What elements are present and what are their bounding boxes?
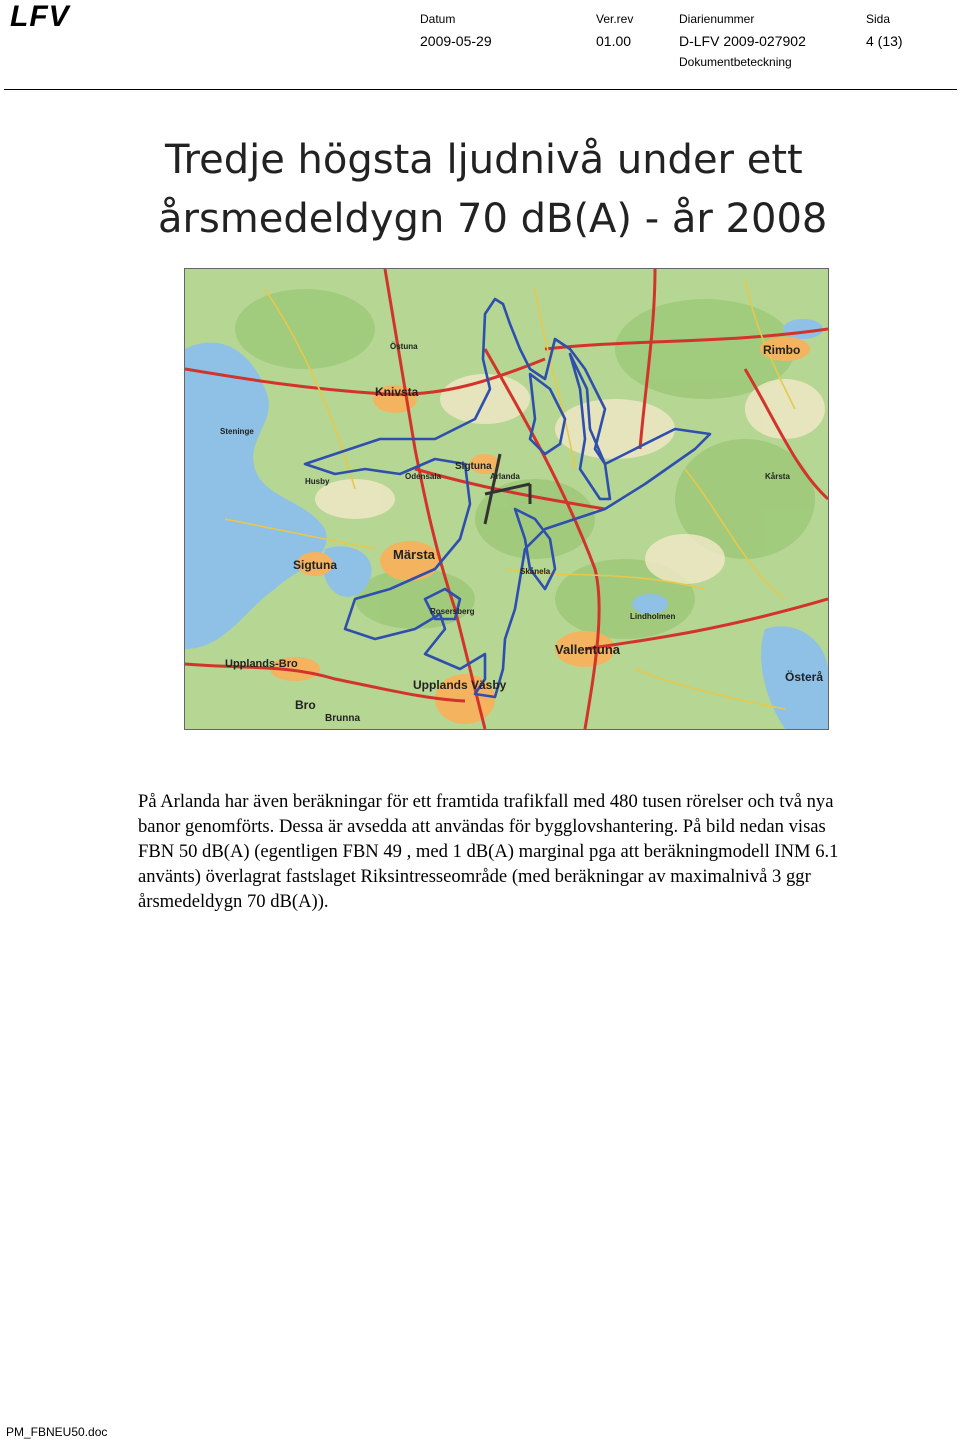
body-paragraph: På Arlanda har även beräkningar för ett framtida trafikfall med 480 tusen rörelser och två nya banor genomförts. Dessa är avsedda att användas för bygglovshantering. På bild nedan visas FBN 50 dB(A) (egentligen FBN 49 , med 1 dB(A) marginal pga att beräkningmodell INM 6.1 använts) överlagrat fastslaget Riksintresseområde (med beräkningar av maximalnivå 3 ggr årsmedeldygn 70 dB(A)).	[138, 791, 839, 912]
figure-title-line2: årsmedeldygn 70 dB(A) - år 2008	[158, 196, 828, 242]
datum-label: Datum	[420, 12, 456, 26]
sida-label: Sida	[866, 12, 891, 26]
map-label-skanela: Skånela	[520, 567, 551, 576]
map-label-vallentuna: Vallentuna	[555, 642, 621, 657]
map-label-odensala: Odensala	[405, 472, 442, 481]
map-label-karsta: Kårsta	[765, 472, 790, 481]
footer-filename: PM_FBNEU50.doc	[6, 1425, 108, 1439]
map-label-rimbo: Rimbo	[763, 343, 801, 357]
datum-value: 2009-05-29	[420, 33, 492, 49]
map-label-upplands-bro: Upplands-Bro	[225, 658, 298, 670]
map-label-arlanda: Arlanda	[490, 472, 520, 481]
map-graphic	[185, 269, 828, 729]
sida-value: 4 (13)	[866, 33, 903, 49]
diarienummer-value: D-LFV 2009-027902	[679, 33, 806, 49]
noise-contour-map	[184, 268, 829, 730]
map-label-sigtuna: Sigtuna	[293, 558, 337, 572]
verrev-label: Ver.rev	[596, 12, 634, 26]
map-label-rosersberg: Rosersberg	[430, 607, 475, 616]
map-label-brunna: Brunna	[325, 713, 360, 724]
map-label-husby: Husby	[305, 477, 330, 486]
map-label-upplands-vasby: Upplands Väsby	[413, 678, 507, 692]
map-label-knivsta: Knivsta	[375, 385, 419, 399]
diarienummer-label: Diarienummer	[679, 12, 755, 26]
map-label-sigtuna-north: Sigtuna	[455, 461, 492, 472]
map-label-ostuna: Östuna	[390, 342, 418, 351]
map-label-ostera: Österå	[785, 670, 824, 684]
header-rule	[4, 89, 957, 90]
map-label-marsta: Märsta	[393, 547, 435, 562]
figure-title-line1: Tredje högsta ljudnivå under ett	[165, 137, 803, 183]
map-label-steninge: Steninge	[220, 427, 254, 436]
lfv-logo: LFV	[10, 0, 70, 33]
verrev-value: 01.00	[596, 33, 632, 49]
dokumentbeteckning-label: Dokumentbeteckning	[679, 55, 792, 69]
map-label-bro: Bro	[295, 698, 316, 712]
map-label-lindholmen: Lindholmen	[630, 612, 676, 621]
